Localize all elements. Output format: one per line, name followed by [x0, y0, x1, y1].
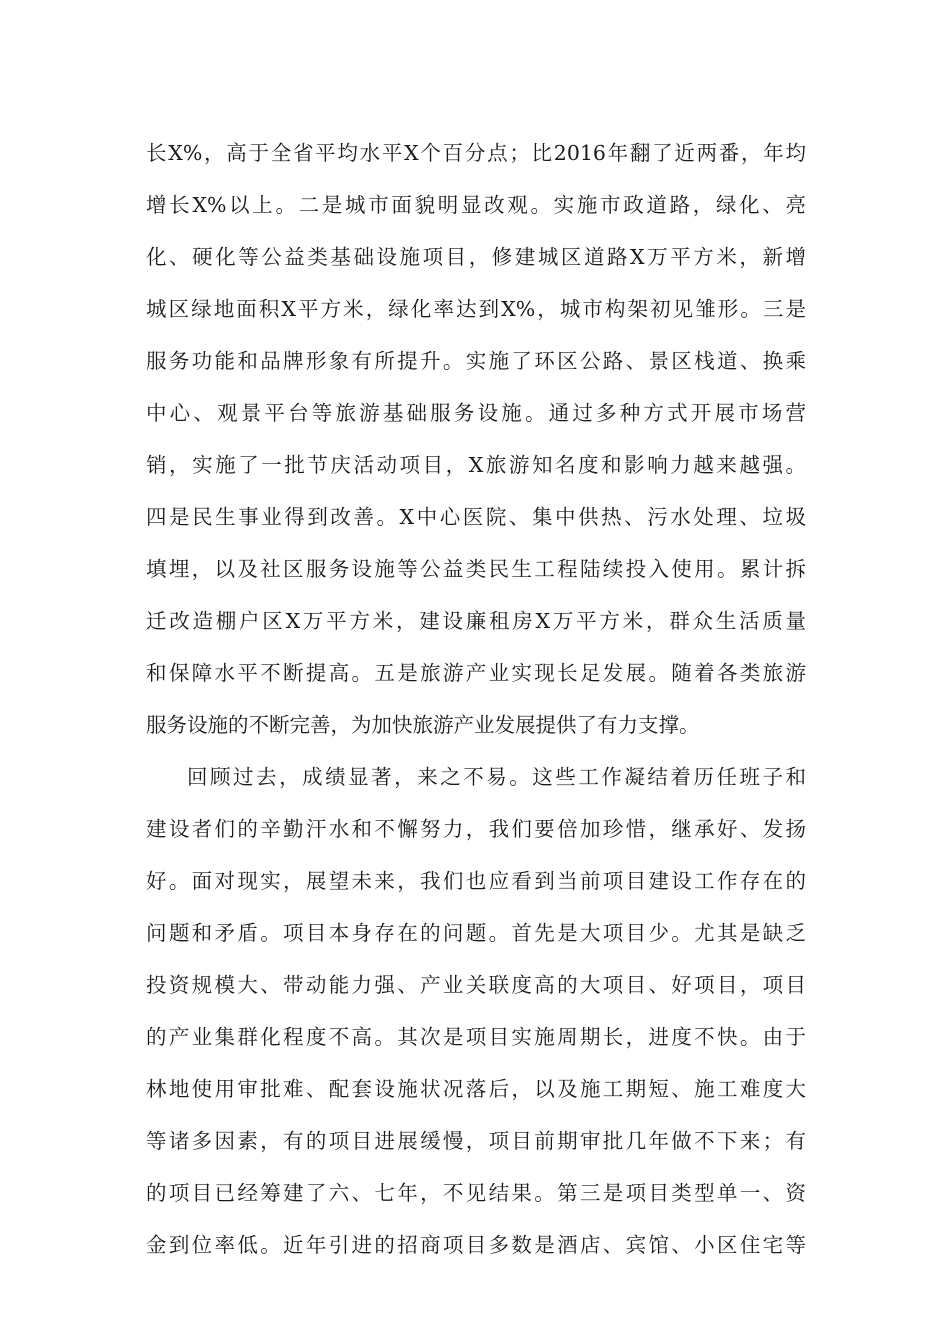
text-line: 城区绿地面积X平方米，绿化率达到X%，城市构架初见雏形。三是: [146, 297, 806, 321]
text-line: 金到位率低。近年引进的招商项目多数是酒店、宾馆、小区住宅等: [146, 1233, 806, 1257]
text-line: 问题和矛盾。项目本身存在的问题。首先是大项目少。尤其是缺乏: [146, 921, 806, 945]
text-line: 四是民生事业得到改善。X中心医院、集中供热、污水处理、垃圾: [146, 505, 806, 529]
text-line: 增长X%以上。二是城市面貌明显改观。实施市政道路，绿化、亮: [146, 193, 806, 217]
text-line: 迁改造棚户区X万平方米，建设廉租房X万平方米，群众生活质量: [146, 609, 806, 633]
text-line: 等诸多因素，有的项目进展缓慢，项目前期审批几年做不下来；有: [146, 1129, 806, 1153]
text-line: 投资规模大、带动能力强、产业关联度高的大项目、好项目，项目: [146, 973, 806, 997]
paragraph-2: [146, 751, 806, 1271]
text-line: 中心、观景平台等旅游基础服务设施。通过多种方式开展市场营: [146, 401, 806, 425]
text-line: 和保障水平不断提高。五是旅游产业实现长足发展。随着各类旅游: [146, 661, 806, 685]
text-line: 化、硬化等公益类基础设施项目，修建城区道路X万平方米，新增: [146, 245, 806, 269]
text-line: 林地使用审批难、配套设施状况落后，以及施工期短、施工难度大: [146, 1077, 806, 1101]
text-line: 长X%，高于全省平均水平X个百分点；比2016年翻了近两番，年均: [146, 141, 806, 165]
text-line: 销，实施了一批节庆活动项目，X旅游知名度和影响力越来越强。: [146, 453, 806, 477]
text-line: 填埋，以及社区服务设施等公益类民生工程陆续投入使用。累计拆: [146, 557, 806, 581]
paragraph-1: [146, 127, 806, 751]
text-line: 的项目已经筹建了六、七年，不见结果。第三是项目类型单一、资: [146, 1181, 806, 1205]
text-line: 建设者们的辛勤汗水和不懈努力，我们要倍加珍惜，继承好、发扬: [146, 817, 806, 841]
text-line: 回顾过去，成绩显著，来之不易。这些工作凝结着历任班子和: [187, 765, 806, 789]
text-line: 服务功能和品牌形象有所提升。实施了环区公路、景区栈道、换乘: [146, 349, 806, 373]
text-line: 的产业集群化程度不高。其次是项目实施周期长，进度不快。由于: [146, 1025, 806, 1049]
text-line: 服务设施的不断完善，为加快旅游产业发展提供了有力支撑。: [146, 713, 700, 737]
text-line: 好。面对现实，展望未来，我们也应看到当前项目建设工作存在的: [146, 869, 806, 893]
